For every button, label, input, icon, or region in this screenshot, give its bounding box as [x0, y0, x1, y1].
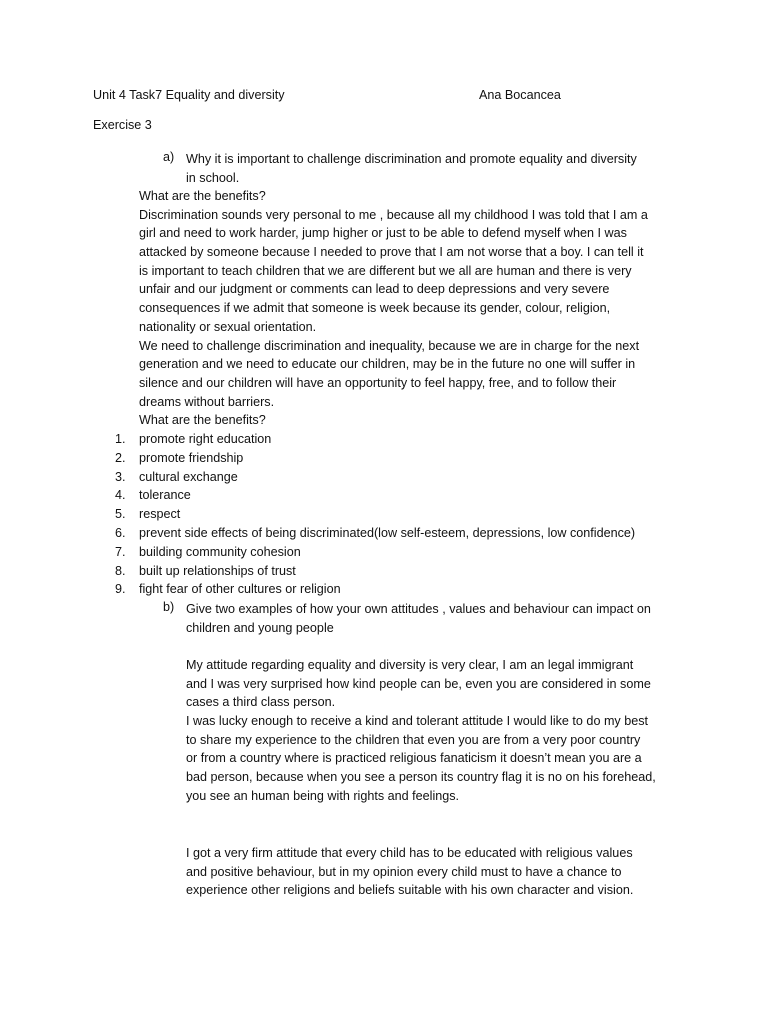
section-b-question — [186, 600, 651, 637]
list-text: promote friendship — [139, 450, 244, 465]
paragraph-line: I got a very firm attitude that every child has to be educated with religious values — [186, 846, 633, 860]
section-b-paragraph-2 — [186, 844, 633, 900]
list-number: 8. — [115, 563, 126, 578]
list-number: 5. — [115, 507, 126, 522]
list-number: 2. — [115, 450, 126, 465]
paragraph-line: to share my experience to the children that even you are from a very poor country — [186, 732, 641, 747]
list-text: built up relationships of trust — [139, 563, 296, 578]
list-text: building community cohesion — [139, 544, 301, 559]
paragraph-line: nationality or sexual orientation. — [139, 319, 317, 334]
paragraph-line: We need to challenge discrimination and inequality, because we are in charge for the next — [139, 338, 640, 353]
list-number: 3. — [115, 469, 126, 484]
paragraph-line: cases a third class person. — [186, 695, 336, 710]
list-text: respect — [139, 507, 181, 522]
paragraph-line: and I was very surprised how kind people can be, even you are considered in some — [186, 676, 651, 691]
paragraph-line: you see an human being with rights and feelings. — [186, 788, 460, 803]
question-line: Why it is important to challenge discrimination and promote equality and diversity — [186, 152, 637, 166]
exercise-label: Exercise 3 — [93, 118, 152, 132]
paragraph-line: unfair and our judgment or comments can lead to deep depressions and very severe — [139, 282, 610, 297]
section-a-body — [139, 187, 648, 430]
document-title: Unit 4 Task7 Equality and diversity — [93, 88, 285, 102]
paragraph-line: girl and need to work harder, jump higher or just to be able to defend myself when I was — [139, 226, 627, 241]
section-b-paragraph-1 — [186, 656, 656, 806]
question-line: in school. — [186, 170, 240, 185]
list-number: 6. — [115, 525, 126, 540]
list-number: 9. — [115, 582, 126, 597]
paragraph-line: is important to teach children that we are different but we all are human and there is very — [139, 263, 632, 278]
paragraph-line: My attitude regarding equality and diversity is very clear, I am an legal immigrant — [186, 658, 634, 672]
paragraph-line: experience other religions and beliefs suitable with his own character and vision. — [186, 883, 634, 898]
paragraph-line: consequences if we admit that someone is week because its gender, colour, religion, — [139, 301, 611, 316]
list-number: 7. — [115, 544, 126, 559]
paragraph-line: Discrimination sounds very personal to me , because all my childhood I was told that I am a — [139, 207, 648, 222]
paragraph-line: or from a country where is practiced religious fanaticism it doesn’t mean you are a — [186, 751, 642, 766]
paragraph-line: generation and we need to educate our children, may be in the future no one will suffer in — [139, 357, 636, 372]
list-number: 4. — [115, 488, 126, 503]
list-text: tolerance — [139, 488, 191, 503]
list-text: cultural exchange — [139, 469, 238, 484]
benefits-heading: What are the benefits? — [139, 189, 266, 203]
paragraph-line: dreams without barriers. — [139, 394, 275, 409]
question-line: children and young people — [186, 620, 334, 635]
section-b-marker: b) — [163, 600, 175, 614]
paragraph-line: bad person, because when you see a person its country flag it is no on his forehead, — [186, 770, 656, 785]
author-name: Ana Bocancea — [479, 88, 561, 102]
section-a-marker: a) — [163, 150, 175, 164]
question-line: Give two examples of how your own attitudes , values and behaviour can impact on — [186, 602, 651, 616]
paragraph-line: I was lucky enough to receive a kind and tolerant attitude I would like to do my best — [186, 714, 649, 729]
list-text: promote right education — [139, 432, 272, 446]
paragraph-line: attacked by someone because I needed to prove that I am not worse that a boy. I can tell it — [139, 245, 644, 260]
list-number: 1. — [115, 432, 126, 446]
list-text: prevent side effects of being discriminated(low self-esteem, depressions, low confidence) — [139, 525, 636, 540]
list-text: fight fear of other cultures or religion — [139, 582, 341, 597]
paragraph-line: silence and our children will have an opportunity to feel happy, free, and to follow their — [139, 375, 617, 390]
section-a-question — [186, 150, 637, 187]
benefits-heading: What are the benefits? — [139, 413, 266, 428]
paragraph-line: and positive behaviour, but in my opinion every child must to have a chance to — [186, 864, 622, 879]
